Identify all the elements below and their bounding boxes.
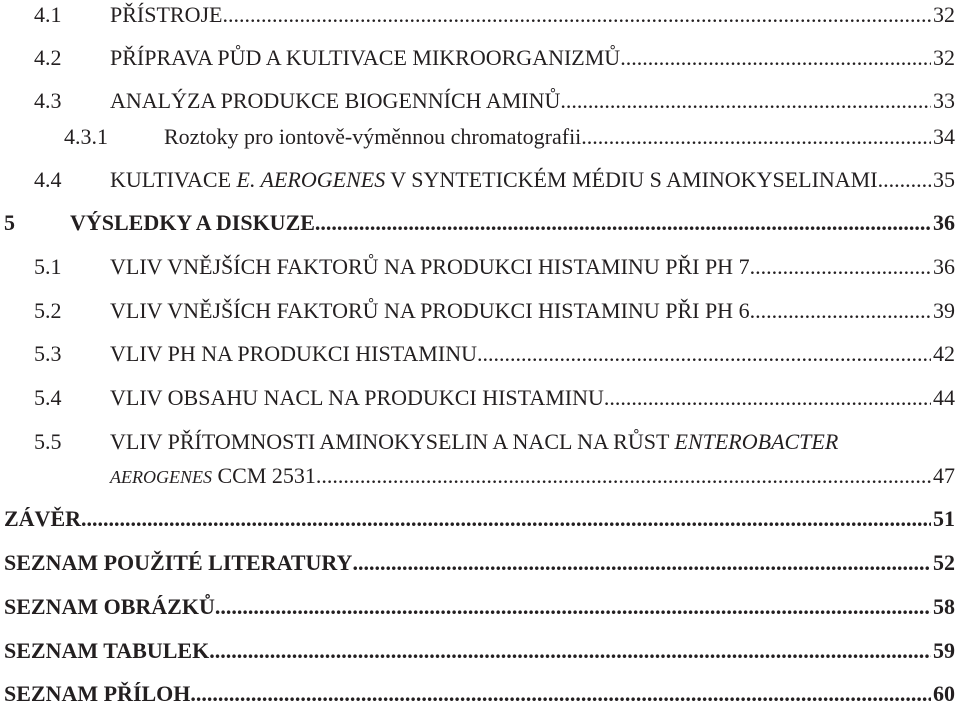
toc-page: 33 [933, 88, 955, 113]
dot-leader [209, 638, 931, 664]
toc-page: 59 [933, 638, 955, 663]
toc-entry-5-1[interactable] [0, 254, 955, 280]
toc-entry-5-4[interactable] [0, 385, 955, 411]
toc-number: 5.1 [34, 254, 62, 279]
dot-leader [560, 88, 931, 114]
toc-entry-zaver[interactable] [0, 506, 955, 532]
toc-entry-4-4[interactable] [0, 167, 955, 193]
toc-number: 5 [4, 210, 15, 235]
toc-title: SEZNAM TABULEK [4, 638, 210, 663]
toc-page: 47 [933, 463, 955, 488]
toc-title: VLIV VNĚJŠÍCH FAKTORŮ NA PRODUKCI HISTAMINU PŘI PH 6 [110, 298, 750, 323]
toc-title: VLIV OBSAHU NACL NA PRODUKCI HISTAMINU [110, 385, 604, 410]
toc-entry-5-2[interactable] [0, 298, 955, 324]
toc-page: 32 [933, 2, 955, 27]
toc-title: VÝSLEDKY A DISKUZE [70, 210, 315, 235]
dot-leader [352, 550, 931, 576]
toc-entry-seznam-priloh[interactable] [0, 681, 955, 707]
toc-page: 58 [933, 594, 955, 619]
dot-leader [477, 341, 931, 367]
toc-title: PŘÍSTROJE [110, 2, 223, 27]
dot-leader [215, 594, 931, 620]
toc-entry-4-2[interactable] [0, 45, 955, 71]
toc-title-part: CCM 2531 [211, 463, 316, 488]
toc-entry-4-1[interactable] [0, 2, 955, 28]
toc-title-part: V SYNTETICKÉM MÉDIU S AMINOKYSELINAMI [385, 167, 878, 192]
toc-number: 4.3.1 [64, 124, 108, 149]
toc-page: 44 [933, 385, 955, 410]
toc-page: 60 [933, 681, 955, 706]
toc-entry-4-3[interactable] [0, 88, 955, 114]
toc-number: 5.3 [34, 341, 62, 366]
toc-title [110, 463, 316, 490]
toc-entry-seznam-tabulek[interactable] [0, 638, 955, 664]
toc-title: VLIV PH NA PRODUKCI HISTAMINU [110, 341, 477, 366]
dot-leader [222, 2, 931, 28]
dot-leader [190, 681, 931, 707]
toc-title: Roztoky pro iontově-výměnnou chromatografii [164, 124, 582, 149]
toc-title: SEZNAM POUŽITÉ LITERATURY [4, 550, 353, 575]
toc-number: 5.2 [34, 298, 62, 323]
toc-page: 51 [933, 506, 955, 531]
dot-leader [750, 254, 931, 280]
toc-page: 36 [933, 210, 955, 235]
toc-page: 34 [933, 124, 955, 149]
toc-title: PŘÍPRAVA PŮD A KULTIVACE MIKROORGANIZMŮ [110, 45, 621, 70]
toc-title: ANALÝZA PRODUKCE BIOGENNÍCH AMINŮ [110, 88, 561, 113]
toc-title: SEZNAM PŘÍLOH [4, 681, 191, 706]
toc-page: 35 [933, 167, 955, 192]
toc-title-italic: E. AEROGENES [236, 167, 386, 192]
dot-leader [81, 506, 931, 532]
toc-page: 36 [933, 254, 955, 279]
dot-leader [604, 385, 931, 411]
toc-entry-seznam-literatury[interactable] [0, 550, 955, 576]
toc-page: 32 [933, 45, 955, 70]
toc-number: 5.4 [34, 385, 62, 410]
toc-number: 4.3 [34, 88, 62, 113]
dot-leader [581, 124, 931, 150]
toc-title: ZÁVĚR [4, 506, 82, 531]
toc-entry-5-5[interactable] [0, 429, 955, 455]
toc-number: 5.5 [34, 429, 62, 454]
toc-title: VLIV VNĚJŠÍCH FAKTORŮ NA PRODUKCI HISTAMINU PŘI PH 7 [110, 254, 750, 279]
dot-leader [316, 463, 931, 489]
dot-leader [620, 45, 931, 71]
toc-entry-5-3[interactable] [0, 341, 955, 367]
toc-entry-5[interactable] [0, 210, 955, 236]
toc-title-italic: AEROGENES [110, 467, 212, 487]
toc-entry-5-5-continued[interactable] [0, 463, 955, 490]
toc-page: 52 [933, 550, 955, 575]
toc-title-part: KULTIVACE [110, 167, 237, 192]
toc-number: 4.1 [34, 2, 62, 27]
dot-leader [878, 167, 931, 193]
toc-entry-4-3-1[interactable] [0, 124, 955, 150]
toc-entry-seznam-obrazku[interactable] [0, 594, 955, 620]
dot-leader [315, 210, 931, 236]
toc-title-italic: ENTEROBACTER [674, 429, 839, 454]
toc-title-part: VLIV PŘÍTOMNOSTI AMINOKYSELIN A NACL NA RŮST [110, 429, 675, 454]
toc-page: 39 [933, 298, 955, 323]
toc-title [110, 429, 838, 455]
toc-title: SEZNAM OBRÁZKŮ [4, 594, 215, 619]
dot-leader [750, 298, 931, 324]
toc-page: 42 [933, 341, 955, 366]
toc-number: 4.2 [34, 45, 62, 70]
toc-number: 4.4 [34, 167, 62, 192]
toc-title [110, 167, 878, 193]
